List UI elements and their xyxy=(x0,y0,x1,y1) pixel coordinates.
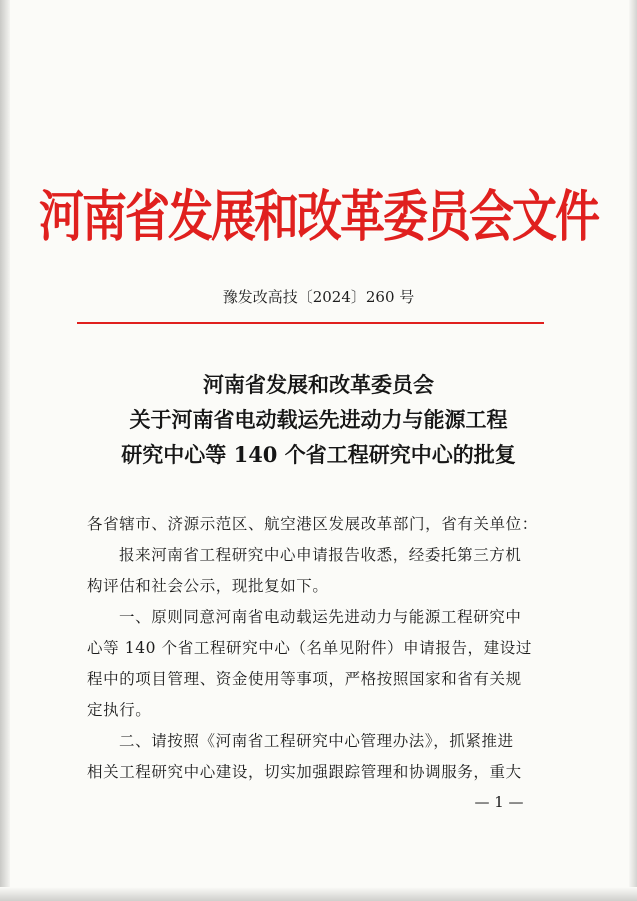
body-line: 定执行。 xyxy=(87,701,152,719)
title-line: 研究中心等 140 个省工程研究中心的批复 xyxy=(121,442,516,467)
document-title xyxy=(0,367,637,472)
body-line: 相关工程研究中心建设，切实加强跟踪管理和协调服务，重大 xyxy=(87,763,522,781)
paper-edge-bottom xyxy=(0,887,637,901)
body-line: 程中的项目管理、资金使用等事项，严格按照国家和省有关规 xyxy=(87,670,522,688)
body-line: 报来河南省工程研究中心申请报告收悉，经委托第三方机 xyxy=(119,546,522,564)
title-line: 河南省发展和改革委员会 xyxy=(203,372,434,397)
red-divider-line xyxy=(77,322,544,324)
page-number: — 1 — xyxy=(474,793,524,811)
addressee-line: 各省辖市、济源示范区、航空港区发展改革部门，省有关单位： xyxy=(87,515,538,533)
body-line: 一、原则同意河南省电动载运先进动力与能源工程研究中 xyxy=(119,608,522,626)
body-line: 心等 140 个省工程研究中心（名单见附件）申请报告，建设过 xyxy=(87,639,532,657)
document-number: 豫发改高技〔2024〕260 号 xyxy=(222,288,415,306)
document-body xyxy=(87,509,563,788)
body-line: 构评估和社会公示，现批复如下。 xyxy=(87,577,329,595)
body-line: 二、请按照《河南省工程研究中心管理办法》，抓紧推进 xyxy=(119,732,514,750)
title-line: 关于河南省电动载运先进动力与能源工程 xyxy=(129,407,508,432)
agency-header-title: 河南省发展和改革委员会文件 xyxy=(38,184,598,249)
